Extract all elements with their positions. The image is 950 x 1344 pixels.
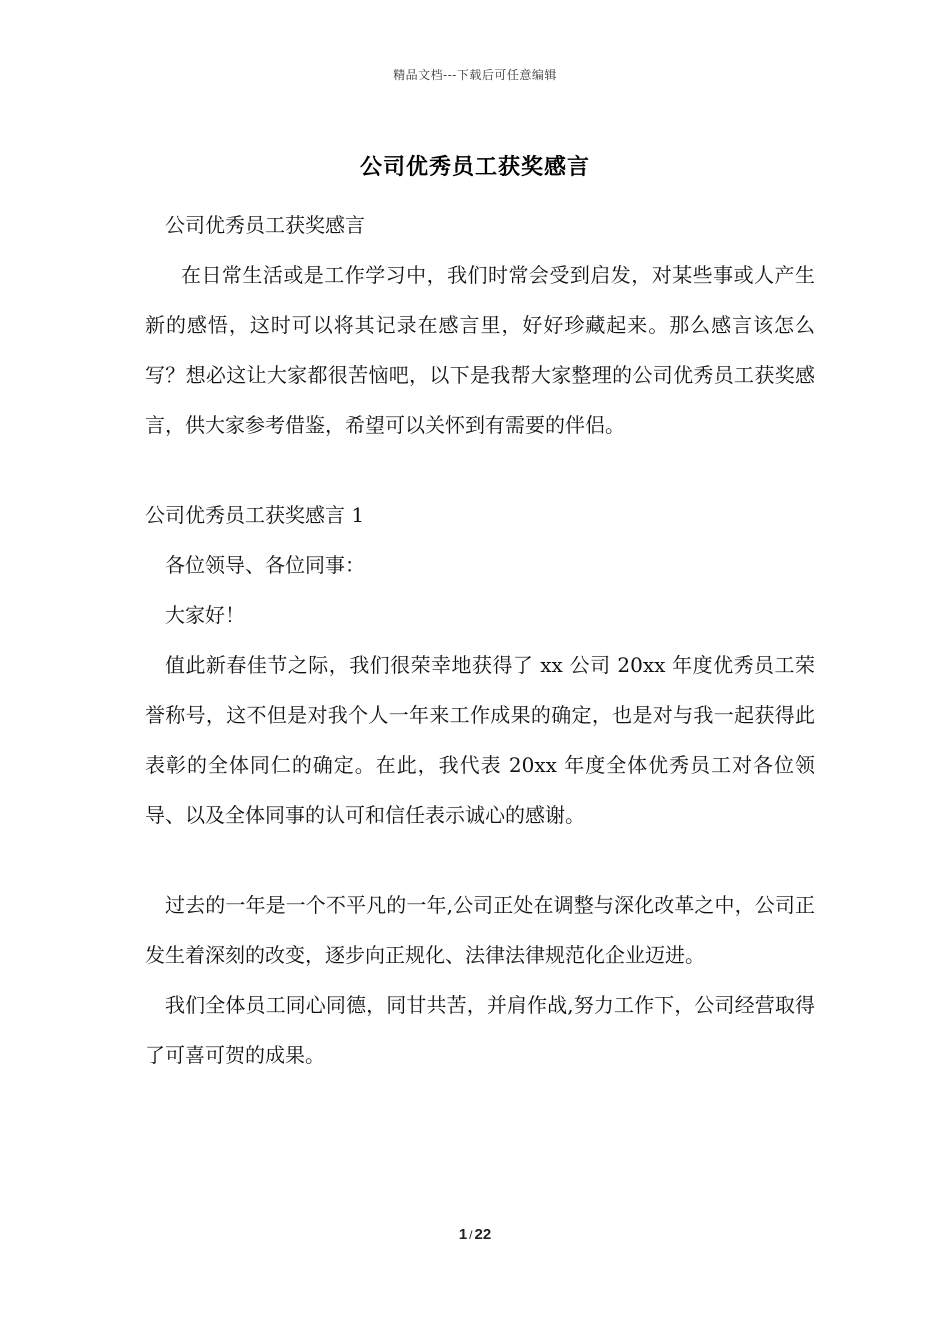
paragraph-spacer bbox=[145, 840, 815, 880]
page-header-note: 精品文档---下载后可任意编辑 bbox=[393, 68, 557, 82]
page-separator: / bbox=[469, 1228, 473, 1242]
section-heading: 公司优秀员工获奖感言 1 bbox=[145, 503, 365, 527]
body-paragraph-1: 值此新春佳节之际，我们很荣幸地获得了 xx 公司 20xx 年度优秀员工荣誉称号，这不但是对我个人一年来工作成果的确定，也是对与我一起获得此表彰的全体同仁的确定。在此，我代表 20xx 年度全体优秀员工对各位领导、以及全体同事的认可和信任表示诚心的感谢。 bbox=[145, 653, 815, 827]
page-number bbox=[0, 1226, 950, 1243]
document-title: 公司优秀员工获奖感言 bbox=[359, 154, 590, 180]
salutation: 各位领导、各位同事： bbox=[165, 553, 365, 577]
paragraph-spacer bbox=[145, 450, 815, 490]
document-subtitle: 公司优秀员工获奖感言 bbox=[165, 213, 365, 237]
page-current: 1 bbox=[458, 1226, 468, 1243]
intro-paragraph: 在日常生活或是工作学习中，我们时常会受到启发，对某些事或人产生新的感悟，这时可以将其记录在感言里，好好珍藏起来。那么感言该怎么写？想必这让大家都很苦恼吧，以下是我帮大家整理的公司优秀员工获奖感言，供大家参考借鉴，希望可以关怀到有需要的伴侣。 bbox=[145, 263, 815, 437]
document-body bbox=[145, 200, 815, 1080]
body-paragraph-3: 我们全体员工同心同德，同甘共苦，并肩作战,努力工作下，公司经营取得了可喜可贺的成果。 bbox=[145, 993, 815, 1067]
page-total: 22 bbox=[474, 1226, 492, 1243]
greeting: 大家好！ bbox=[165, 603, 245, 627]
body-paragraph-2: 过去的一年是一个不平凡的一年,公司正处在调整与深化改革之中，公司正发生着深刻的改变，逐步向正规化、法律法律规范化企业迈进。 bbox=[145, 893, 815, 967]
